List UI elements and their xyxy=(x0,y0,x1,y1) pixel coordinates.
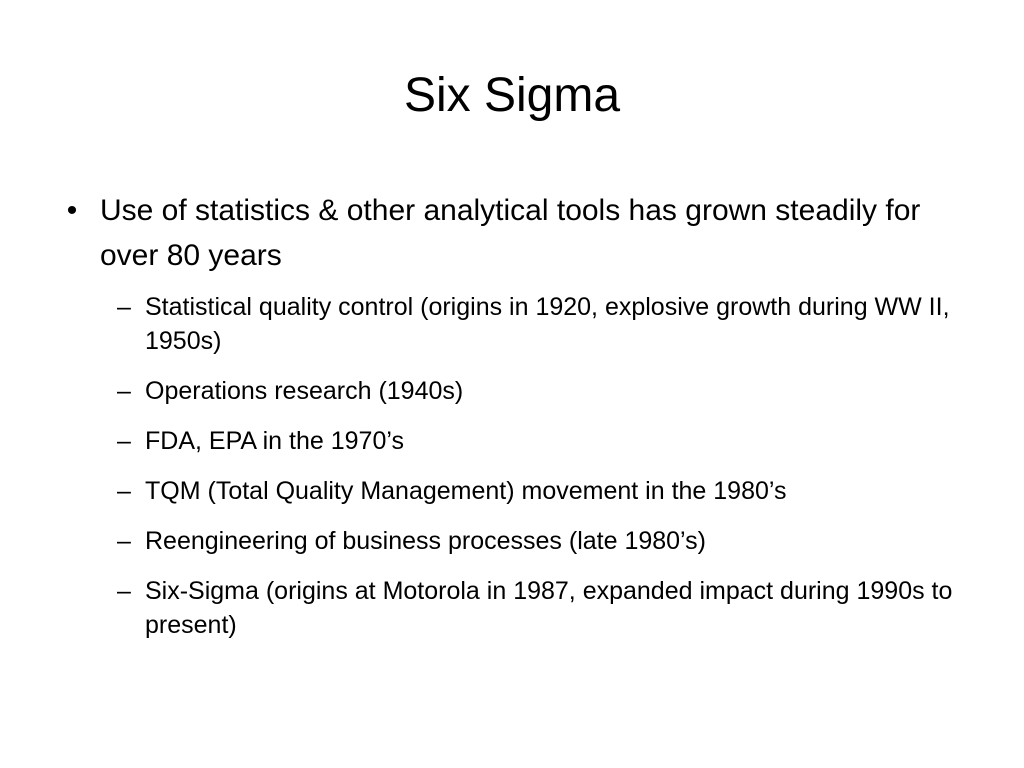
dash-marker: – xyxy=(117,427,131,455)
slide-title: Six Sigma xyxy=(403,69,621,122)
sub-bullet-item xyxy=(60,424,970,458)
sub-bullet-text: Statistical quality control (origins in 1920, explosive growth during WW II, 1950s) xyxy=(145,293,950,355)
sub-bullet-text: TQM (Total Quality Management) movement in the 1980’s xyxy=(145,477,787,505)
sub-bullet-text: Reengineering of business processes (late 1980’s) xyxy=(145,527,706,555)
sub-bullet-item xyxy=(60,290,970,358)
bullet-item xyxy=(60,188,970,278)
dash-marker: – xyxy=(117,527,131,555)
sub-bullet-item xyxy=(60,574,970,642)
bullet-text: Use of statistics & other analytical tools has grown steadily for over 80 years xyxy=(100,194,921,272)
dash-marker: – xyxy=(117,293,131,321)
slide-content xyxy=(60,188,970,658)
sub-bullet-text: FDA, EPA in the 1970’s xyxy=(145,427,404,455)
dash-marker: – xyxy=(117,577,131,605)
sub-bullet-item xyxy=(60,374,970,408)
dash-marker: – xyxy=(117,477,131,505)
sub-bullet-text: Six-Sigma (origins at Motorola in 1987, expanded impact during 1990s to present) xyxy=(145,577,953,639)
sub-bullet-item xyxy=(60,474,970,508)
sub-bullet-text: Operations research (1940s) xyxy=(145,377,464,405)
dash-marker: – xyxy=(117,377,131,405)
sub-bullet-list xyxy=(60,290,970,642)
bullet-marker: • xyxy=(66,194,78,227)
sub-bullet-item xyxy=(60,524,970,558)
